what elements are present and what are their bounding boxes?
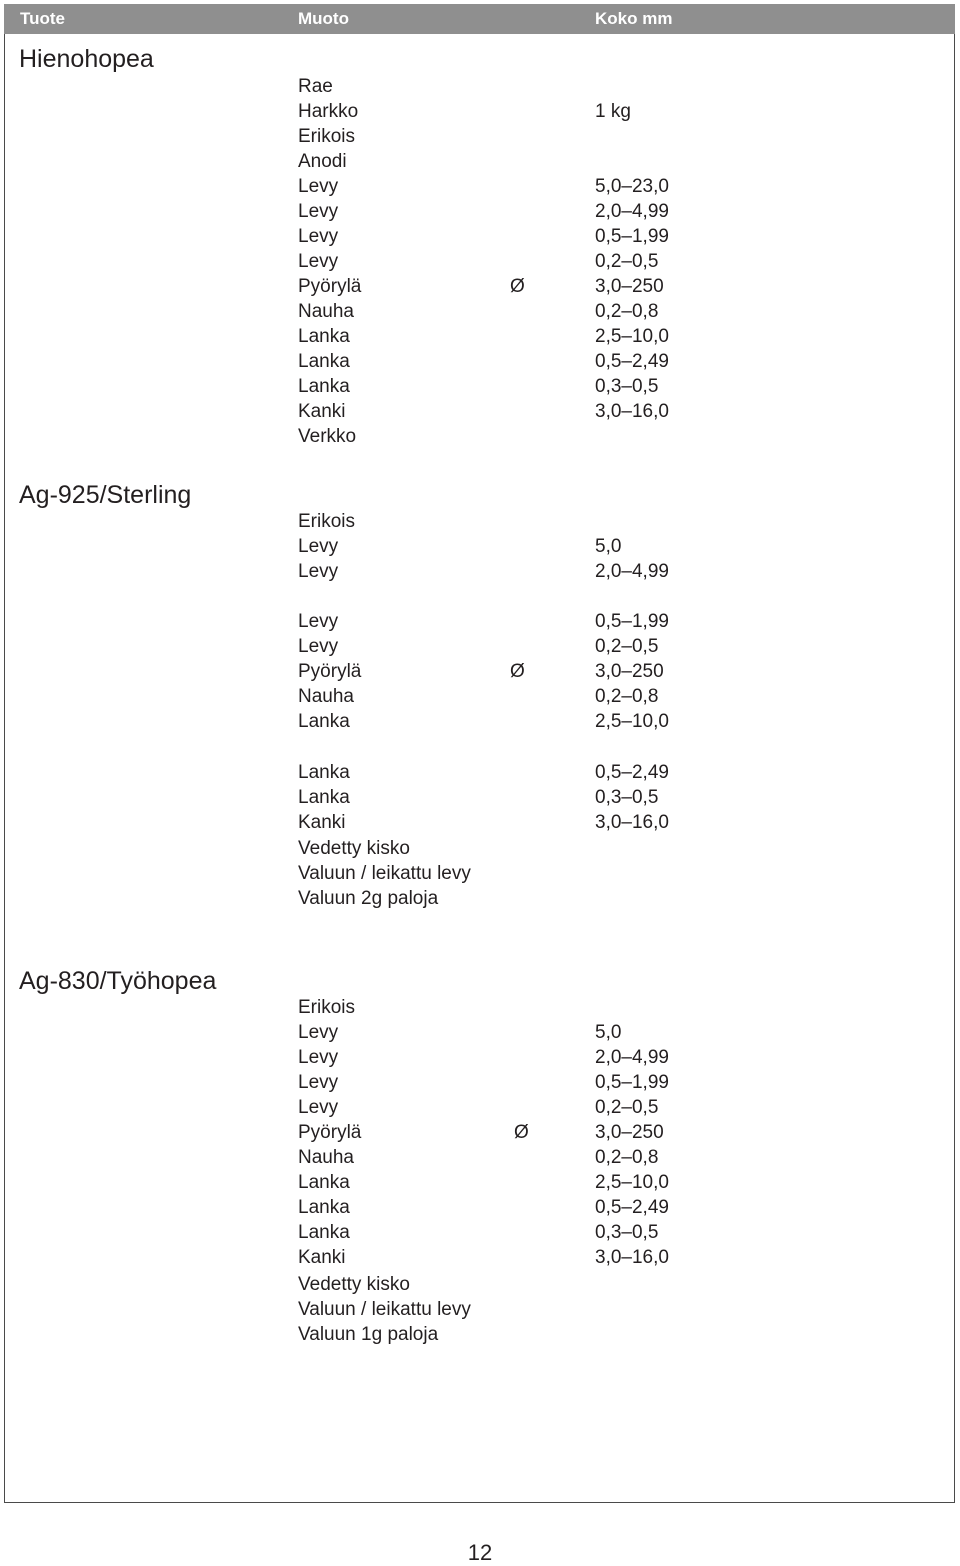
shape-cell: Nauha: [298, 301, 354, 322]
shape-cell: Lanka: [298, 1197, 350, 1218]
size-cell: 0,3–0,5: [595, 376, 659, 397]
shape-cell: Lanka: [298, 326, 350, 347]
size-cell: 5,0: [595, 1022, 622, 1043]
shape-cell: Pyörylä: [298, 276, 362, 297]
product-working-silver: Ag-830/Työhopea: [19, 967, 217, 995]
shape-cell: Erikois: [298, 511, 356, 532]
table-header: [4, 4, 955, 34]
shape-cell: Levy: [298, 226, 339, 247]
shape-cell: Levy: [298, 1072, 339, 1093]
size-cell: 0,2–0,5: [595, 251, 659, 272]
table-row: [0, 349, 960, 374]
shape-cell: Levy: [298, 1097, 339, 1118]
table-row: [0, 534, 960, 559]
shape-cell: Harkko: [298, 101, 359, 122]
table-row: [0, 836, 960, 861]
shape-cell: Levy: [298, 561, 339, 582]
shape-cell: Lanka: [298, 351, 350, 372]
table-row: [0, 995, 960, 1020]
size-cell: 2,5–10,0: [595, 711, 669, 732]
shape-cell: Lanka: [298, 787, 350, 808]
table-row: [0, 760, 960, 785]
size-cell: 0,5–2,49: [595, 351, 669, 372]
shape-cell: Erikois: [298, 997, 356, 1018]
shape-cell: Valuun 1g paloja: [298, 1324, 439, 1345]
table-row: [0, 684, 960, 709]
table-row: [0, 785, 960, 810]
product-fine-silver: Hienohopea: [19, 45, 154, 73]
diameter-symbol: Ø: [510, 276, 525, 297]
table-row: [0, 861, 960, 886]
table-row: [0, 249, 960, 274]
shape-cell: Levy: [298, 176, 339, 197]
size-cell: 3,0–16,0: [595, 401, 669, 422]
size-cell: 1 kg: [595, 101, 631, 122]
table-row: [0, 1045, 960, 1070]
size-cell: 3,0–16,0: [595, 812, 669, 833]
table-row: [0, 1095, 960, 1120]
shape-cell: Pyörylä: [298, 661, 362, 682]
shape-cell: Kanki: [298, 812, 346, 833]
page-number: 12: [467, 1540, 493, 1565]
table-row: [0, 1220, 960, 1245]
size-cell: 0,2–0,8: [595, 301, 659, 322]
diameter-symbol: Ø: [510, 661, 525, 682]
table-row: [0, 1020, 960, 1045]
shape-cell: Nauha: [298, 1147, 354, 1168]
header-size: Koko mm: [595, 9, 673, 28]
table-row: [0, 274, 960, 299]
size-cell: 0,5–2,49: [595, 762, 669, 783]
shape-cell: Rae: [298, 76, 333, 97]
size-cell: 0,2–0,8: [595, 686, 659, 707]
shape-cell: Erikois: [298, 126, 356, 147]
header-product: Tuote: [20, 9, 66, 28]
shape-cell: Valuun 2g paloja: [298, 888, 439, 909]
table-row: [0, 1120, 960, 1145]
size-cell: 5,0–23,0: [595, 176, 669, 197]
table-row: [0, 124, 960, 149]
size-cell: 0,3–0,5: [595, 1222, 659, 1243]
table-row: [0, 99, 960, 124]
diameter-symbol: Ø: [514, 1122, 529, 1143]
shape-cell: Lanka: [298, 711, 350, 732]
table-row: [0, 199, 960, 224]
table-row: [0, 374, 960, 399]
table-row: [0, 1245, 960, 1270]
size-cell: 0,5–1,99: [595, 611, 669, 632]
size-cell: 3,0–250: [595, 661, 664, 682]
shape-cell: Kanki: [298, 401, 346, 422]
table-row: [0, 1322, 960, 1347]
shape-cell: Anodi: [298, 151, 347, 172]
shape-cell: Valuun / leikattu levy: [298, 1299, 471, 1320]
shape-cell: Levy: [298, 611, 339, 632]
shape-cell: Levy: [298, 201, 339, 222]
table-row: [0, 810, 960, 835]
table-row: [0, 324, 960, 349]
size-cell: 0,5–1,99: [595, 1072, 669, 1093]
shape-cell: Lanka: [298, 1222, 350, 1243]
shape-cell: Pyörylä: [298, 1122, 362, 1143]
table-row: [0, 424, 960, 449]
size-cell: 2,5–10,0: [595, 326, 669, 347]
shape-cell: Nauha: [298, 686, 354, 707]
size-cell: 5,0: [595, 536, 622, 557]
table-row: [0, 1145, 960, 1170]
shape-cell: Lanka: [298, 762, 350, 783]
size-cell: 3,0–250: [595, 276, 664, 297]
size-cell: 0,2–0,5: [595, 636, 659, 657]
table-row: [0, 399, 960, 424]
size-cell: 2,0–4,99: [595, 1047, 669, 1068]
table-row: [0, 609, 960, 634]
header-shape: Muoto: [298, 9, 349, 28]
shape-cell: Kanki: [298, 1247, 346, 1268]
shape-cell: Lanka: [298, 1172, 350, 1193]
size-cell: 2,0–4,99: [595, 201, 669, 222]
table-row: [0, 1297, 960, 1322]
table-row: [0, 634, 960, 659]
table-row: [0, 509, 960, 534]
shape-cell: Verkko: [298, 426, 357, 447]
size-cell: 2,5–10,0: [595, 1172, 669, 1193]
shape-cell: Levy: [298, 1047, 339, 1068]
product-sterling: Ag-925/Sterling: [19, 481, 192, 509]
table-row: [0, 149, 960, 174]
table-row: [0, 559, 960, 584]
size-cell: 0,2–0,5: [595, 1097, 659, 1118]
shape-cell: Vedetty kisko: [298, 838, 410, 859]
table-row: [0, 1272, 960, 1297]
size-cell: 3,0–250: [595, 1122, 664, 1143]
shape-cell: Vedetty kisko: [298, 1274, 410, 1295]
shape-cell: Levy: [298, 251, 339, 272]
table-row: [0, 224, 960, 249]
size-cell: 0,3–0,5: [595, 787, 659, 808]
table-row: [0, 1170, 960, 1195]
table-row: [0, 886, 960, 911]
size-cell: 0,5–2,49: [595, 1197, 669, 1218]
table-row: [0, 1070, 960, 1095]
table-row: [0, 659, 960, 684]
table-row: [0, 174, 960, 199]
size-cell: 2,0–4,99: [595, 561, 669, 582]
shape-cell: Levy: [298, 636, 339, 657]
table-row: [0, 709, 960, 734]
shape-cell: Valuun / leikattu levy: [298, 863, 471, 884]
size-cell: 3,0–16,0: [595, 1247, 669, 1268]
table-row: [0, 299, 960, 324]
table-row: [0, 1195, 960, 1220]
size-cell: 0,5–1,99: [595, 226, 669, 247]
size-cell: 0,2–0,8: [595, 1147, 659, 1168]
shape-cell: Lanka: [298, 376, 350, 397]
shape-cell: Levy: [298, 1022, 339, 1043]
table-row: [0, 74, 960, 99]
shape-cell: Levy: [298, 536, 339, 557]
